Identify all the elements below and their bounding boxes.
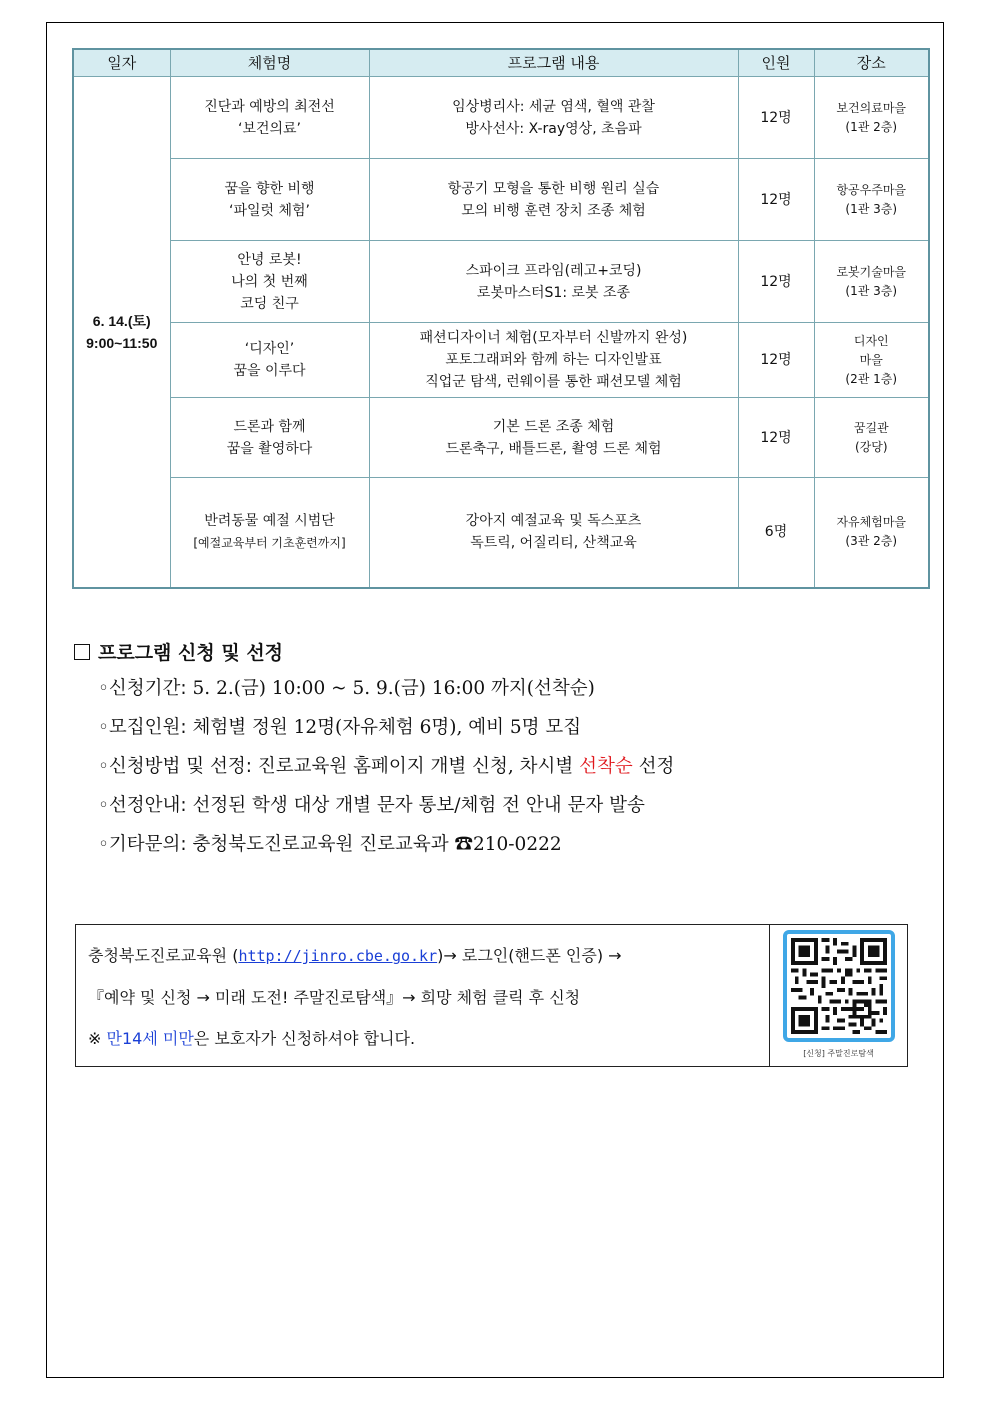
time-text: 9:00~11:50	[86, 334, 158, 351]
list-item: ◦선정안내: 선정된 학생 대상 개별 문자 통보/체험 전 안내 문자 발송	[98, 795, 645, 816]
header-program-name: 체험명	[170, 49, 369, 77]
program-name-cell: ‘디자인’ 꿈을 이루다	[170, 323, 369, 398]
program-name-cell: 꿈을 향한 비행 ‘파일럿 체험’	[170, 159, 369, 241]
notice-line-3: ※ 만14세 미만은 보호자가 신청하셔야 합니다.	[88, 1029, 416, 1048]
table-row	[73, 77, 929, 159]
program-content-cell: 항공기 모형을 통한 비행 원리 실습 모의 비행 훈련 장치 조종 체험	[369, 159, 738, 241]
homepage-link[interactable]: http://jinro.cbe.go.kr	[238, 947, 438, 965]
place-cell: 자유체험마을 (3관 2층)	[814, 478, 929, 588]
table-row	[73, 241, 929, 323]
header-place: 장소	[814, 49, 929, 77]
people-cell: 12명	[738, 241, 814, 323]
table-row	[73, 478, 929, 588]
program-content-cell: 기본 드론 조종 체험 드론축구, 배틀드론, 촬영 드론 체험	[369, 398, 738, 478]
place-cell: 항공우주마을 (1관 3층)	[814, 159, 929, 241]
notice-text	[76, 925, 769, 1066]
qr-caption: [신청] 주말진로탐색	[803, 1049, 874, 1058]
highlight-first-come: 선착순	[579, 756, 633, 777]
place-cell: 디자인 마을 (2관 1층)	[814, 323, 929, 398]
list-item: ◦모집인원: 체험별 정원 12명(자유체험 6명), 예비 5명 모집	[98, 717, 582, 738]
people-cell: 12명	[738, 159, 814, 241]
people-cell: 12명	[738, 398, 814, 478]
people-cell: 6명	[738, 478, 814, 588]
section-title	[74, 638, 283, 665]
info-list	[98, 674, 674, 869]
table-row	[73, 398, 929, 478]
section-title-text: 프로그램 신청 및 선정	[98, 642, 284, 664]
list-item: ◦기타문의: 충청북도진로교육원 진로교육과 ☎210-0222	[98, 834, 562, 855]
date-text: 6. 14.(토)	[92, 312, 151, 329]
header-program-content: 프로그램 내용	[369, 49, 738, 77]
program-content-cell: 임상병리사: 세균 염색, 혈액 관찰 방사선사: X-ray영상, 초음파	[369, 77, 738, 159]
program-name-cell: 반려동물 예절 시범단 [예절교육부터 기초훈련까지]	[170, 478, 369, 588]
program-name-cell: 진단과 예방의 최전선 ‘보건의료’	[170, 77, 369, 159]
notice-line-2: 『예약 및 신청 → 미래 도전! 주말진로탐색』→ 희망 체험 클릭 후 신청	[88, 988, 581, 1007]
notice-line-1: 충청북도진로교육원 (http://jinro.cbe.go.kr)→ 로그인(핸드폰 인증) →	[88, 946, 622, 965]
table-row	[73, 323, 929, 398]
checkbox-icon	[74, 644, 90, 660]
program-content-cell: 강아지 예절교육 및 독스포츠 독트릭, 어질리티, 산책교육	[369, 478, 738, 588]
program-content-cell: 패션디자이너 체험(모자부터 신발까지 완성) 포토그래퍼와 함께 하는 디자인발표 직업군 탐색, 런웨이를 통한 패션모델 체험	[369, 323, 738, 398]
table-row	[73, 159, 929, 241]
program-content-cell: 스파이크 프라임(레고+코딩) 로봇마스터S1: 로봇 조종	[369, 241, 738, 323]
date-cell	[73, 77, 170, 588]
list-item: ◦신청기간: 5. 2.(금) 10:00 ~ 5. 9.(금) 16:00 까지(선착순)	[98, 678, 595, 699]
notice-box	[75, 924, 908, 1067]
place-cell: 꿈길관 (강당)	[814, 398, 929, 478]
people-cell: 12명	[738, 323, 814, 398]
qr-column	[769, 925, 907, 1066]
program-name-cell: 안녕 로봇! 나의 첫 번째 코딩 친구	[170, 241, 369, 323]
age-highlight: 만14세 미만	[106, 1029, 194, 1048]
list-item: ◦신청방법 및 선정: 진로교육원 홈페이지 개별 신청, 차시별 선착순 선정	[98, 756, 675, 777]
table-header-row	[73, 49, 929, 77]
header-people: 인원	[738, 49, 814, 77]
schedule-table	[72, 48, 930, 589]
people-cell: 12명	[738, 77, 814, 159]
qr-code-frame[interactable]	[783, 930, 895, 1042]
program-name-cell: 드론과 함께 꿈을 촬영하다	[170, 398, 369, 478]
place-cell: 로봇기술마을 (1관 3층)	[814, 241, 929, 323]
place-cell: 보건의료마을 (1관 2층)	[814, 77, 929, 159]
header-date: 일자	[73, 49, 170, 77]
qr-code-icon	[791, 938, 887, 1034]
